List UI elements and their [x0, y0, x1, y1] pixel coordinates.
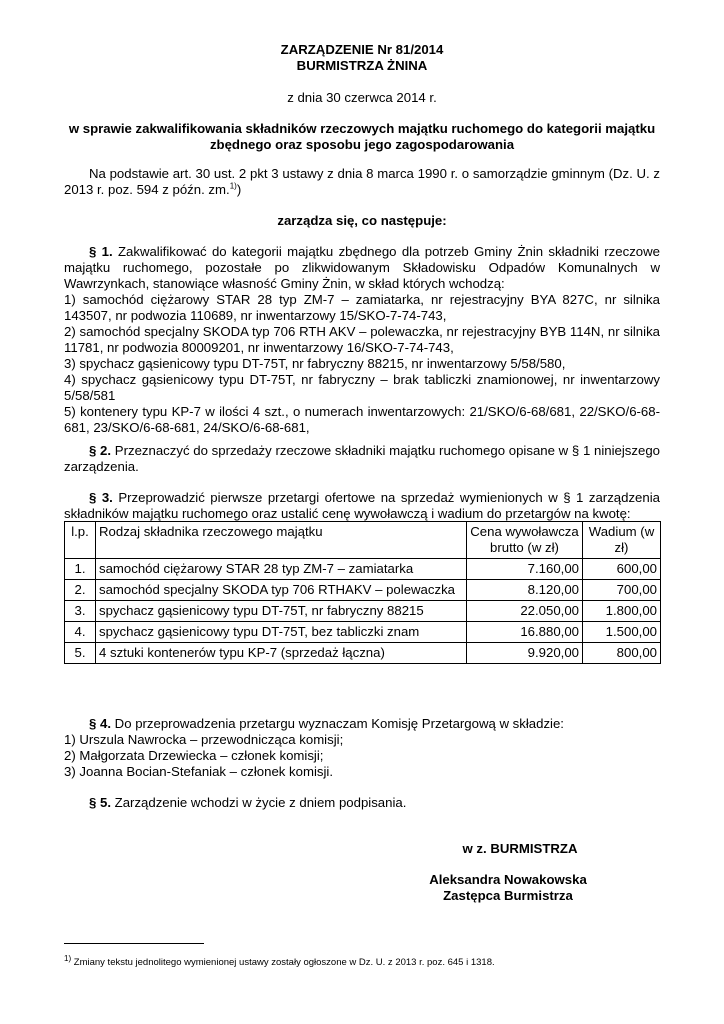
row-lp: 1. — [65, 559, 96, 580]
footnote-mark: 1) — [64, 953, 72, 963]
row-price: 9.920,00 — [467, 643, 583, 664]
signature-block — [408, 872, 608, 904]
section-5-text: Zarządzenie wchodzi w życie z dniem podpisania. — [114, 795, 407, 810]
signature-name: Aleksandra Nowakowska — [429, 872, 587, 887]
section-5 — [64, 795, 660, 811]
committee-member: 1) Urszula Nawrocka – przewodnicząca komisji; — [64, 732, 344, 747]
section-2-mark: § 2. — [89, 443, 112, 458]
table-row — [65, 643, 661, 664]
row-price: 7.160,00 — [467, 559, 583, 580]
row-deposit: 1.800,00 — [583, 601, 661, 622]
section-4 — [64, 716, 660, 780]
section-1-intro — [64, 244, 660, 292]
footnote-ref: 1) — [229, 181, 237, 191]
header-lp: l.p. — [65, 522, 96, 559]
row-description: samochód specjalny SKODA typ 706 RTHAKV – polewaczka — [96, 580, 467, 601]
subject-line-2: zbędnego oraz sposobu jego zagospodarowania — [209, 137, 515, 152]
table-row — [65, 580, 661, 601]
section-1-mark: § 1. — [89, 244, 113, 259]
section-4-text: Do przeprowadzenia przetargu wyznaczam Komisję Przetargową w składzie: — [114, 716, 564, 731]
section-1 — [64, 244, 660, 436]
footnote — [64, 953, 664, 968]
section-2 — [64, 443, 660, 475]
decree-line: zarządza się, co następuje: — [277, 213, 447, 228]
row-description: 4 sztuki kontenerów typu KP-7 (sprzedaż łączna) — [96, 643, 467, 664]
header-description: Rodzaj składnika rzeczowego majątku — [96, 522, 467, 559]
row-lp: 3. — [65, 601, 96, 622]
section-3-mark: § 3. — [89, 490, 113, 505]
section-5-mark: § 5. — [89, 795, 111, 810]
assets-table — [64, 521, 661, 664]
row-description: spychacz gąsienicowy typu DT-75T, nr fabryczny 88215 — [96, 601, 467, 622]
section-1-text: Zakwalifikować do kategorii majątku zbędnego dla potrzeb Gminy Żnin składniki rzeczowe majątku ruchomego, pozostałe po zlikwidowanym Składowisku Odpadów Komunalnych w Wawrzynkach, stanowiące własność Gminy Żnin, w skład których wchodzą: — [64, 244, 660, 291]
footnote-divider — [64, 943, 204, 944]
section-1-item-3: 3) spychacz gąsienicowy typu DT-75T, nr fabryczny 88215, nr inwentarzowy 5/58/580, — [64, 356, 566, 371]
section-1-item-1: 1) samochód ciężarowy STAR 28 typ ZM-7 – zamiatarka, nr rejestracyjny BYA 827C, nr silnika 143507, nr podwozia 110689, nr inwentarzowy 15/SKO-7-74-743, — [64, 292, 660, 323]
row-lp: 4. — [65, 622, 96, 643]
document-title: ZARZĄDZENIE Nr 81/2014 — [280, 42, 444, 57]
section-1-item-5: 5) kontenery typu KP-7 w ilości 4 szt., o numerach inwentarzowych: 21/SKO/6-68/681, 22/SKO/6-68-681, 23/SKO/6-68-681, 24/SKO/6-68-681, — [64, 404, 660, 435]
header-price: Cena wywoławcza brutto (w zł) — [467, 522, 583, 559]
section-4-mark: § 4. — [89, 716, 111, 731]
committee-member: 2) Małgorzata Drzewiecka – członek komisji; — [64, 748, 324, 763]
row-price: 8.120,00 — [467, 580, 583, 601]
header-deposit: Wadium (w zł) — [583, 522, 661, 559]
document-subject — [64, 121, 660, 153]
subject-line-1: w sprawie zakwalifikowania składników rzeczowych majątku ruchomego do kategorii majątku — [68, 121, 656, 136]
row-price: 16.880,00 — [467, 622, 583, 643]
document-header — [64, 42, 660, 74]
row-price: 22.050,00 — [467, 601, 583, 622]
row-deposit: 700,00 — [583, 580, 661, 601]
section-1-item-4: 4) spychacz gąsienicowy typu DT-75T, nr fabryczny – brak tabliczki znamionowej, nr inwentarzowy 5/58/581 — [64, 372, 660, 403]
row-lp: 5. — [65, 643, 96, 664]
section-3-text: Przeprowadzić pierwsze przetargi ofertowe na sprzedaż wymienionych w § 1 zarządzenia składników majątku ruchomego oraz ustalić cenę wywoławczą i wadium do przetargów na kwotę: — [64, 490, 660, 521]
section-1-item-2: 2) samochód specjalny SKODA typ 706 RTH AKV – polewaczka, nr rejestracyjny BYB 114N, nr silnika 11781, nr podwozia 80009201, nr inwentarzowy 16/SKO-7-74-743, — [64, 324, 660, 355]
row-deposit: 800,00 — [583, 643, 661, 664]
table-row — [65, 601, 661, 622]
signature-role: Zastępca Burmistrza — [443, 888, 573, 903]
document-issuer: BURMISTRZA ŻNINA — [296, 58, 428, 73]
signature-for: w z. BURMISTRZA — [462, 841, 578, 856]
row-deposit: 600,00 — [583, 559, 661, 580]
table-row — [65, 622, 661, 643]
row-description: spychacz gąsienicowy typu DT-75T, bez tabliczki znam — [96, 622, 467, 643]
row-description: samochód ciężarowy STAR 28 typ ZM-7 – zamiatarka — [96, 559, 467, 580]
preamble — [64, 166, 660, 198]
preamble-text: Na podstawie art. 30 ust. 2 pkt 3 ustawy z dnia 8 marca 1990 r. o samorządzie gminnym (Dz. U. z 2013 r. poz. 594 z późn. zm. — [64, 166, 660, 197]
section-4-intro — [64, 716, 660, 732]
section-3 — [64, 490, 660, 522]
committee-member: 3) Joanna Bocian-Stefaniak – członek komisji. — [64, 764, 334, 779]
row-lp: 2. — [65, 580, 96, 601]
table-header-row — [65, 522, 661, 559]
footnote-text: Zmiany tekstu jednolitego wymienionej ustawy zostały ogłoszone w Dz. U. z 2013 r. poz. 645 i 1318. — [73, 957, 495, 968]
row-deposit: 1.500,00 — [583, 622, 661, 643]
preamble-closing: ) — [236, 182, 242, 197]
table-row — [65, 559, 661, 580]
section-2-text: Przeznaczyć do sprzedaży rzeczowe składniki majątku ruchomego opisane w § 1 niniejszego zarządzenia. — [64, 443, 660, 474]
document-date: z dnia 30 czerwca 2014 r. — [287, 90, 437, 105]
